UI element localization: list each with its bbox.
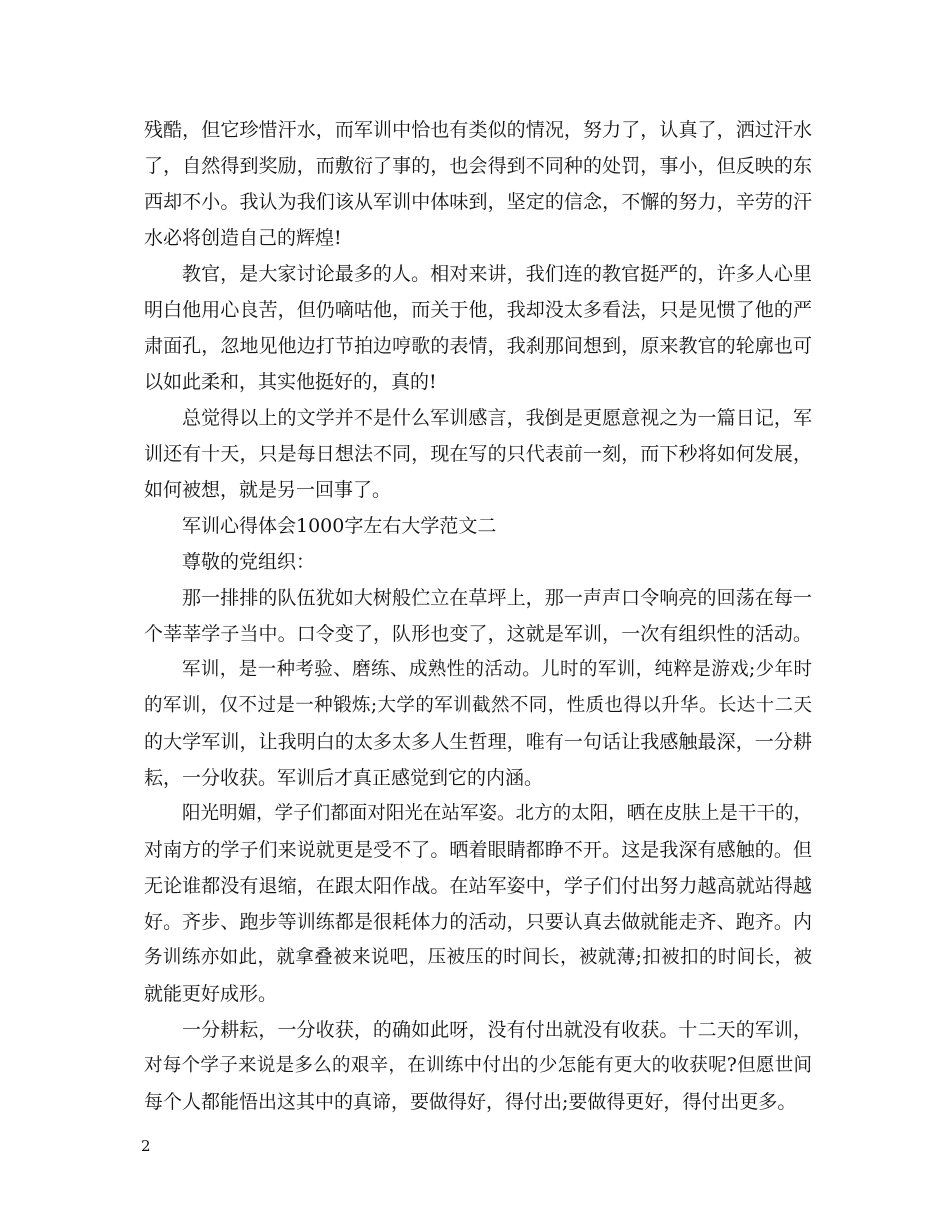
body-text-line: 的军训，仅不过是一种锻炼;大学的军训截然不同，性质也得以升华。长达十二天 [144, 695, 812, 716]
body-text-line: 个莘莘学子当中。口令变了，队形也变了，这就是军训，一次有组织性的活动。 [144, 623, 812, 645]
body-text-line: 那一排排的队伍犹如大树般伫立在草坪上，那一声声口令响亮的回荡在每一 [182, 587, 812, 609]
body-text-line: 就能更好成形。 [144, 983, 278, 1005]
body-text-line: 一分耕耘，一分收获，的确如此呀，没有付出就没有收获。十二天的军训， [182, 1019, 812, 1041]
body-text-line: 好。齐步、跑步等训练都是很耗体力的活动，只要认真去做就能走齐、跑齐。内 [144, 911, 812, 933]
body-text-line: 水必将创造自己的辉煌! [144, 227, 342, 249]
body-text-line: 残酷，但它珍惜汗水，而军训中恰也有类似的情况，努力了，认真了，洒过汗水 [144, 119, 812, 141]
body-text-line: 耘，一分收获。军训后才真正感觉到它的内涵。 [144, 767, 544, 789]
body-text-line: 军训，是一种考验、磨练、成熟性的活动。儿时的军训，纯粹是游戏;少年时 [182, 659, 812, 680]
body-text-line: 明白他用心良苦，但仍嘀咕他，而关于他，我却没太多看法，只是见惯了他的严 [144, 299, 812, 321]
body-text-line: 了，自然得到奖励，而敷衍了事的，也会得到不同种的处罚，事小，但反映的东 [144, 155, 812, 177]
page-number: 2 [141, 1137, 151, 1155]
body-text-line: 如何被想，就是另一回事了。 [144, 479, 392, 501]
body-text-line: 阳光明媚，学子们都面对阳光在站军姿。北方的太阳，晒在皮肤上是干干的， [182, 803, 812, 824]
body-text-line: 以如此柔和，其实他挺好的，真的! [144, 371, 437, 393]
body-text-line: 尊敬的党组织： [182, 551, 316, 573]
body-text-line: 总觉得以上的文学并不是什么军训感言，我倒是更愿意视之为一篇日记，军 [182, 407, 812, 429]
body-text-line: 对南方的学子们来说就更是受不了。晒着眼睛都睁不开。这是我深有感触的。但 [144, 839, 812, 861]
body-text-line: 训还有十天，只是每日想法不同，现在写的只代表前一刻，而下秒将如何发展， [144, 443, 812, 465]
body-text-line: 对每个学子来说是多么的艰辛，在训练中付出的少怎能有更大的收获呢?但愿世间 [144, 1055, 812, 1076]
body-text-line: 务训练亦如此，就拿叠被来说吧，压被压的时间长，被就薄;扣被扣的时间长，被 [144, 947, 812, 968]
document-body [144, 112, 812, 1120]
body-text-line: 军训心得体会1000字左右大学范文二 [182, 515, 497, 537]
body-text-line: 每个人都能悟出这其中的真谛，要做得好，得付出;要做得更好，得付出更多。 [144, 1091, 797, 1113]
body-text-line: 无论谁都没有退缩，在跟太阳作战。在站军姿中，学子们付出努力越高就站得越 [144, 875, 812, 897]
body-text-line: 肃面孔，忽地见他边打节拍边哼歌的表情，我刹那间想到，原来教官的轮廓也可 [144, 335, 812, 357]
body-text-line: 的大学军训，让我明白的太多太多人生哲理，唯有一句话让我感触最深，一分耕 [144, 731, 812, 753]
body-text-line: 西却不小。我认为我们该从军训中体味到，坚定的信念，不懈的努力，辛劳的汗 [144, 191, 812, 213]
body-text-line: 教官，是大家讨论最多的人。相对来讲，我们连的教官挺严的，许多人心里 [182, 263, 812, 285]
